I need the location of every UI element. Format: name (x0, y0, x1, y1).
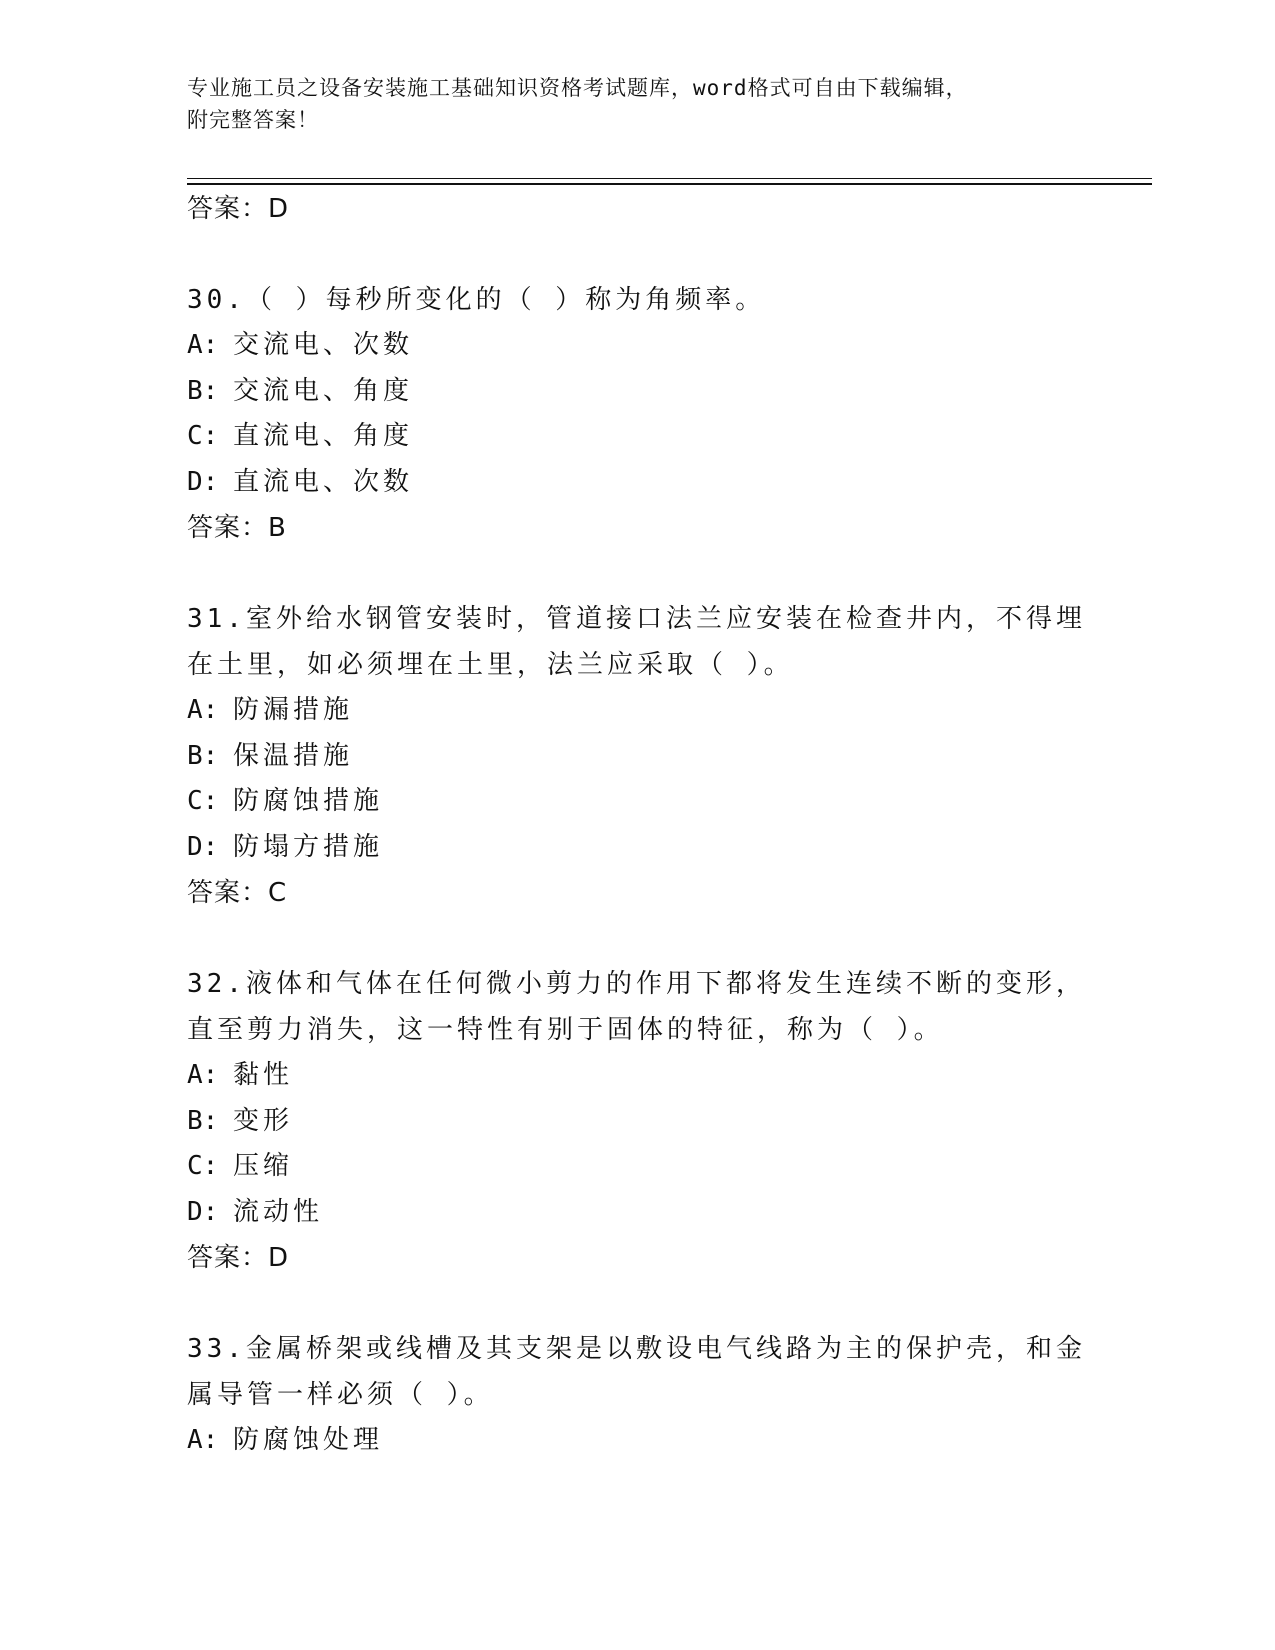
option-a (187, 1053, 1087, 1099)
header-divider-thin (187, 178, 1152, 179)
option-d (187, 460, 1087, 506)
option-a (187, 1418, 1087, 1464)
header-line-2: 附完整答案！ (187, 108, 319, 132)
option-text: 交流电、次数 (233, 330, 414, 360)
option-letter: D: (187, 466, 219, 497)
option-text: 直流电、角度 (233, 421, 414, 451)
answer-line: 答案：C (187, 878, 288, 908)
document-header (187, 72, 1067, 136)
header-divider-thick (187, 183, 1152, 185)
spacer (187, 916, 1087, 961)
option-text: 变形 (233, 1105, 294, 1136)
question-32 (187, 961, 1087, 1281)
question-33 (187, 1326, 1087, 1464)
option-text: 防腐蚀处理 (233, 1425, 384, 1455)
option-c (187, 779, 1087, 825)
option-text: 流动性 (233, 1196, 324, 1227)
option-letter: C: (187, 786, 219, 816)
option-text: 压缩 (233, 1151, 294, 1181)
question-stem: 33.金属桥架或线槽及其支架是以敷设电气线路为主的保护壳，和金属导管一样必须（ ）。 (187, 1334, 1086, 1410)
option-letter: D: (187, 1196, 219, 1227)
option-text: 交流电、角度 (233, 375, 414, 406)
option-c (187, 1144, 1087, 1190)
spacer (187, 1281, 1087, 1326)
option-text: 直流电、次数 (233, 466, 414, 497)
option-text: 黏性 (233, 1060, 294, 1090)
option-c (187, 414, 1087, 460)
question-stem: 32.液体和气体在任何微小剪力的作用下都将发生连续不断的变形，直至剪力消失，这一特性有别于固体的特征，称为（ ）。 (187, 969, 1086, 1045)
answer-line: 答案：D (187, 194, 290, 224)
option-letter: A: (187, 1425, 219, 1455)
option-a (187, 323, 1087, 369)
option-d (187, 1190, 1087, 1236)
option-text: 防漏措施 (233, 695, 354, 725)
option-text: 防塌方措施 (233, 831, 384, 862)
spacer (187, 551, 1087, 596)
option-letter: B: (187, 740, 219, 771)
option-letter: C: (187, 1151, 219, 1181)
option-b (187, 369, 1087, 415)
option-letter: B: (187, 375, 219, 406)
option-b (187, 1099, 1087, 1145)
option-d (187, 825, 1087, 871)
option-letter: B: (187, 1105, 219, 1136)
question-30 (187, 277, 1087, 551)
option-letter: A: (187, 330, 219, 360)
option-letter: D: (187, 831, 219, 862)
answer-line: 答案：B (187, 513, 287, 543)
spacer (187, 232, 1087, 277)
option-text: 防腐蚀措施 (233, 786, 384, 816)
option-letter: C: (187, 421, 219, 451)
question-31 (187, 596, 1087, 916)
option-letter: A: (187, 1060, 219, 1090)
answer-line: 答案：D (187, 1243, 290, 1273)
header-line-1: 专业施工员之设备安装施工基础知识资格考试题库，word格式可自由下载编辑， (187, 76, 968, 100)
option-a (187, 688, 1087, 734)
option-text: 保温措施 (233, 740, 354, 771)
question-list (187, 186, 1087, 1464)
question-stem: 30.（ ）每秒所变化的（ ）称为角频率。 (187, 285, 766, 315)
option-b (187, 734, 1087, 780)
option-letter: A: (187, 695, 219, 725)
question-stem: 31.室外给水钢管安装时，管道接口法兰应安装在检查井内，不得埋在土里，如必须埋在土里，法兰应采取（ ）。 (187, 604, 1086, 680)
